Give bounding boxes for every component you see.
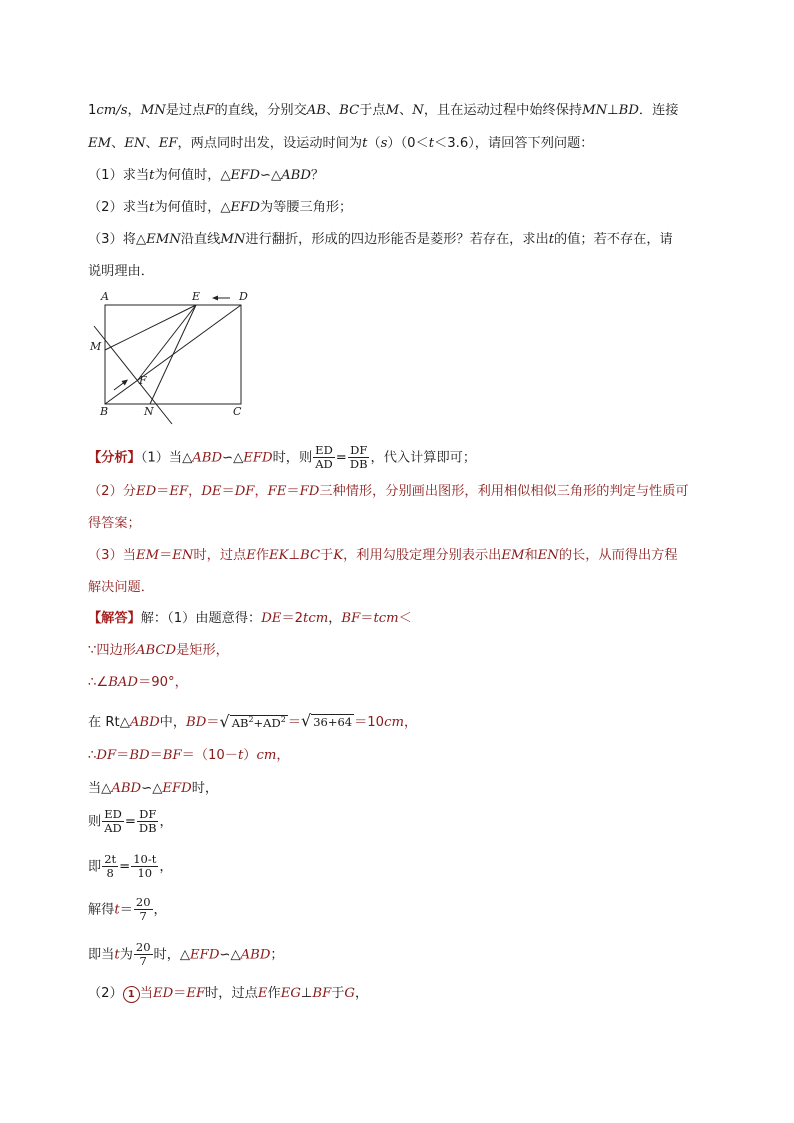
solution-line-4: 在 Rt△ABD中，BD＝√ $AB^2+AD^2$ ＝√ 36+64 ＝10cm， <box>88 708 417 736</box>
label-m: M <box>90 340 102 353</box>
analysis-line-4: （3）当EM＝EN时，过点E作EK⊥BC于K，利用勾股定理分别表示出EM和EN的长，从而得出方程 <box>88 548 678 563</box>
solution-line-9: 解得t＝ $\frac{20}{7}$ ， <box>88 895 167 923</box>
sqrt-ab2-ad2: √ $AB^2+AD^2$ <box>219 711 286 731</box>
circled-number-1: 1 <box>123 986 140 1003</box>
fraction-20-7: $\frac{20}{7}$ <box>135 895 151 923</box>
problem-line-2: EM、EN、EF，两点同时出发，设运动时间为t（s）（0＜t＜3.6），请回答下列问题： <box>88 136 594 151</box>
label-e: E <box>192 290 201 303</box>
solution-line-11: （2） 1 当ED＝EF时，过点E作EG⊥BF于G， <box>88 986 369 1001</box>
fraction-df-db-2: $\frac{DF}{DB}$ <box>138 807 157 835</box>
fraction-20-7-2: $\frac{20}{7}$ <box>135 940 151 968</box>
solution-line-8: 即 $\frac{2t}{8}$ = $\frac{10-t}{10}$ ， <box>88 852 173 880</box>
question-3: （3）将△EMN沿直线MN进行翻折，形成的四边形能否是菱形？若存在，求出t的值；若不存在，请 <box>88 232 673 247</box>
question-2: （2）求当t为何值时，△EFD为等腰三角形； <box>88 200 353 215</box>
segment-en <box>150 305 196 404</box>
segment-em <box>105 305 196 350</box>
sqrt-36-64: √ 36+64 <box>301 710 353 730</box>
label-d: D <box>239 290 248 303</box>
solution-line-3: ∴∠BAD＝90°， <box>88 675 188 690</box>
label-f: F <box>139 374 147 387</box>
question-3-cont: 说明理由． <box>88 264 154 279</box>
solution-line-2: ∵四边形ABCD是矩形， <box>88 643 229 658</box>
solution-line-7: 则 $\frac{ED}{AD}$ = $\frac{DF}{DB}$ ， <box>88 807 173 835</box>
problem-line-1: 1cm/s，MN是过点F的直线，分别交AB、BC于点M、N，且在运动过程中始终保持MN⊥BD．连接 <box>88 103 679 118</box>
analysis-line-1: 【分析】（1）当△ABD∽△EFD时，则 $\frac{ED}{AD}$ = $\frac{DF}{DB}$ ，代入计算即可； <box>88 443 477 471</box>
label-n: N <box>144 405 154 418</box>
question-1: （1）求当t为何值时，△EFD∽△ABD？ <box>88 168 325 183</box>
geometry-figure <box>86 286 258 428</box>
solution-line-1: 【解答】解：（1）由题意得：DE＝2tcm，BF＝tcm＜ <box>88 611 412 626</box>
fraction-10-t-10: $\frac{10-t}{10}$ <box>133 852 157 880</box>
arrow-left-icon <box>212 296 218 301</box>
solution-line-10: 即当t为 $\frac{20}{7}$ 时，△EFD∽△ABD； <box>88 940 284 968</box>
fraction-df-db: $\frac{DF}{DB}$ <box>349 443 368 471</box>
analysis-line-5: 解决问题． <box>88 580 154 595</box>
fraction-ed-ad-2: $\frac{ED}{AD}$ <box>104 807 122 835</box>
fraction-2t-8: $\frac{2t}{8}$ <box>104 852 117 880</box>
label-a: A <box>101 290 109 303</box>
analysis-line-2: （2）分ED＝EF，DE＝DF，FE＝FD三种情形，分别画出图形，利用相似相似三角形的判定与性质可 <box>88 484 689 499</box>
arrow-up-right-icon <box>122 380 129 386</box>
label-b: B <box>100 405 109 418</box>
fraction-ed-ad: $\frac{ED}{AD}$ <box>315 443 333 471</box>
analysis-line-3: 得答案； <box>88 516 141 531</box>
solution-line-5: ∴DF＝BD＝BF＝（10－t）cm， <box>88 748 290 763</box>
solution-line-6: 当△ABD∽△EFD时， <box>88 781 219 796</box>
label-c: C <box>233 405 242 418</box>
